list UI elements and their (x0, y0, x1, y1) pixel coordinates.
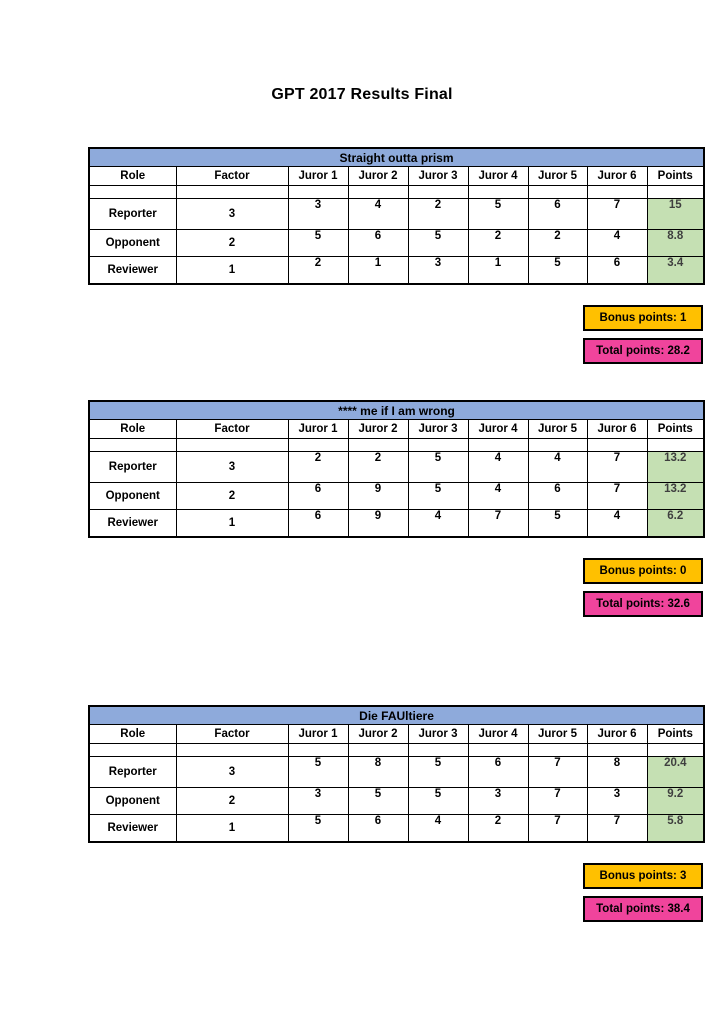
table-row-reviewer (89, 510, 704, 538)
role-cell: Reviewer (89, 510, 176, 538)
table-row-opponent (89, 230, 704, 257)
factor-cell: 1 (176, 510, 288, 538)
factor-cell: 3 (176, 757, 288, 788)
empty-cell (408, 186, 468, 199)
score-cell: 8 (587, 757, 647, 788)
score-cell: 6 (468, 757, 528, 788)
score-cell: 5 (528, 257, 587, 285)
score-cell: 5 (408, 483, 468, 510)
score-cell: 2 (468, 815, 528, 843)
col-header-juror-1: Juror 1 (288, 420, 348, 439)
empty-cell (348, 744, 408, 757)
points-cell: 6.2 (647, 510, 704, 538)
points-cell: 15 (647, 199, 704, 230)
score-cell: 9 (348, 483, 408, 510)
col-header-juror-2: Juror 2 (348, 420, 408, 439)
factor-cell: 2 (176, 230, 288, 257)
team-name-banner: Straight outta prism (89, 148, 704, 167)
score-cell: 4 (468, 452, 528, 483)
score-cell: 7 (587, 815, 647, 843)
score-cell: 4 (348, 199, 408, 230)
col-header-points: Points (647, 725, 704, 744)
empty-cell (408, 439, 468, 452)
team-section-2 (88, 400, 703, 617)
col-header-juror-5: Juror 5 (528, 725, 587, 744)
score-cell: 1 (348, 257, 408, 285)
score-cell: 4 (587, 510, 647, 538)
empty-cell (288, 744, 348, 757)
role-cell: Reviewer (89, 815, 176, 843)
empty-cell (89, 744, 176, 757)
role-cell: Opponent (89, 230, 176, 257)
role-cell: Reporter (89, 452, 176, 483)
table-row-opponent (89, 483, 704, 510)
points-cell: 13.2 (647, 452, 704, 483)
score-cell: 6 (587, 257, 647, 285)
score-cell: 6 (348, 230, 408, 257)
score-cell: 7 (587, 199, 647, 230)
score-cell: 3 (468, 788, 528, 815)
points-cell: 3.4 (647, 257, 704, 285)
col-header-role: Role (89, 420, 176, 439)
spacer-row (89, 744, 704, 757)
score-cell: 5 (408, 788, 468, 815)
col-header-juror-4: Juror 4 (468, 725, 528, 744)
role-cell: Reviewer (89, 257, 176, 285)
empty-cell (176, 744, 288, 757)
score-cell: 4 (408, 510, 468, 538)
score-cell: 2 (468, 230, 528, 257)
empty-cell (89, 439, 176, 452)
empty-cell (528, 186, 587, 199)
score-cell: 7 (528, 757, 587, 788)
team-section-1 (88, 147, 703, 364)
empty-cell (647, 744, 704, 757)
empty-cell (288, 439, 348, 452)
col-header-juror-6: Juror 6 (587, 167, 647, 186)
score-cell: 4 (587, 230, 647, 257)
score-cell: 7 (528, 815, 587, 843)
score-cell: 2 (348, 452, 408, 483)
empty-cell (348, 439, 408, 452)
bonus-points-box: Bonus points: 1 (583, 305, 703, 331)
score-cell: 7 (468, 510, 528, 538)
score-cell: 2 (528, 230, 587, 257)
bonus-points-box: Bonus points: 0 (583, 558, 703, 584)
col-header-factor: Factor (176, 420, 288, 439)
col-header-juror-2: Juror 2 (348, 725, 408, 744)
col-header-juror-4: Juror 4 (468, 167, 528, 186)
empty-cell (647, 186, 704, 199)
team-name-banner: Die FAUltiere (89, 706, 704, 725)
score-cell: 6 (528, 199, 587, 230)
score-cell: 6 (288, 483, 348, 510)
points-cell: 13.2 (647, 483, 704, 510)
points-cell: 5.8 (647, 815, 704, 843)
factor-cell: 1 (176, 815, 288, 843)
score-cell: 6 (528, 483, 587, 510)
score-cell: 4 (408, 815, 468, 843)
empty-cell (647, 439, 704, 452)
table-row-opponent (89, 788, 704, 815)
col-header-juror-5: Juror 5 (528, 420, 587, 439)
table-row-reporter (89, 452, 704, 483)
empty-cell (468, 186, 528, 199)
col-header-juror-5: Juror 5 (528, 167, 587, 186)
total-points-box: Total points: 38.4 (583, 896, 703, 922)
col-header-juror-3: Juror 3 (408, 420, 468, 439)
empty-cell (408, 744, 468, 757)
empty-cell (288, 186, 348, 199)
col-header-juror-3: Juror 3 (408, 167, 468, 186)
page-title: GPT 2017 Results Final (271, 86, 453, 103)
col-header-juror-2: Juror 2 (348, 167, 408, 186)
factor-cell: 3 (176, 199, 288, 230)
col-header-juror-6: Juror 6 (587, 725, 647, 744)
col-header-points: Points (647, 420, 704, 439)
score-cell: 5 (408, 452, 468, 483)
empty-cell (468, 439, 528, 452)
empty-cell (176, 439, 288, 452)
role-cell: Reporter (89, 199, 176, 230)
score-table-3 (88, 705, 705, 843)
total-points-box: Total points: 28.2 (583, 338, 703, 364)
team-section-3 (88, 705, 703, 922)
table-row-reporter (89, 199, 704, 230)
col-header-points: Points (647, 167, 704, 186)
score-cell: 5 (348, 788, 408, 815)
role-cell: Reporter (89, 757, 176, 788)
score-cell: 7 (587, 483, 647, 510)
factor-cell: 2 (176, 483, 288, 510)
role-cell: Opponent (89, 483, 176, 510)
score-cell: 3 (288, 788, 348, 815)
score-cell: 5 (468, 199, 528, 230)
points-cell: 9.2 (647, 788, 704, 815)
empty-cell (176, 186, 288, 199)
col-header-juror-1: Juror 1 (288, 725, 348, 744)
score-cell: 2 (288, 452, 348, 483)
role-cell: Opponent (89, 788, 176, 815)
points-cell: 8.8 (647, 230, 704, 257)
score-cell: 3 (288, 199, 348, 230)
table-row-reporter (89, 757, 704, 788)
spacer-row (89, 439, 704, 452)
score-cell: 5 (288, 230, 348, 257)
score-table-1 (88, 147, 705, 285)
score-cell: 9 (348, 510, 408, 538)
factor-cell: 1 (176, 257, 288, 285)
table-row-reviewer (89, 257, 704, 285)
col-header-role: Role (89, 725, 176, 744)
empty-cell (468, 744, 528, 757)
col-header-juror-6: Juror 6 (587, 420, 647, 439)
score-cell: 2 (288, 257, 348, 285)
score-table-2 (88, 400, 705, 538)
score-cell: 7 (587, 452, 647, 483)
score-cell: 2 (408, 199, 468, 230)
score-cell: 3 (587, 788, 647, 815)
empty-cell (587, 439, 647, 452)
score-cell: 5 (408, 757, 468, 788)
empty-cell (89, 186, 176, 199)
score-cell: 5 (288, 815, 348, 843)
score-cell: 1 (468, 257, 528, 285)
score-cell: 4 (528, 452, 587, 483)
table-row-reviewer (89, 815, 704, 843)
col-header-role: Role (89, 167, 176, 186)
col-header-juror-3: Juror 3 (408, 725, 468, 744)
empty-cell (348, 186, 408, 199)
bonus-points-box: Bonus points: 3 (583, 863, 703, 889)
col-header-factor: Factor (176, 725, 288, 744)
score-cell: 8 (348, 757, 408, 788)
total-points-box: Total points: 32.6 (583, 591, 703, 617)
score-cell: 4 (468, 483, 528, 510)
team-name-banner: **** me if I am wrong (89, 401, 704, 420)
col-header-factor: Factor (176, 167, 288, 186)
score-cell: 6 (288, 510, 348, 538)
score-cell: 5 (408, 230, 468, 257)
points-cell: 20.4 (647, 757, 704, 788)
score-cell: 5 (528, 510, 587, 538)
score-cell: 5 (288, 757, 348, 788)
score-cell: 7 (528, 788, 587, 815)
empty-cell (528, 439, 587, 452)
col-header-juror-4: Juror 4 (468, 420, 528, 439)
score-cell: 3 (408, 257, 468, 285)
factor-cell: 2 (176, 788, 288, 815)
factor-cell: 3 (176, 452, 288, 483)
col-header-juror-1: Juror 1 (288, 167, 348, 186)
spacer-row (89, 186, 704, 199)
empty-cell (587, 186, 647, 199)
score-cell: 6 (348, 815, 408, 843)
empty-cell (587, 744, 647, 757)
empty-cell (528, 744, 587, 757)
